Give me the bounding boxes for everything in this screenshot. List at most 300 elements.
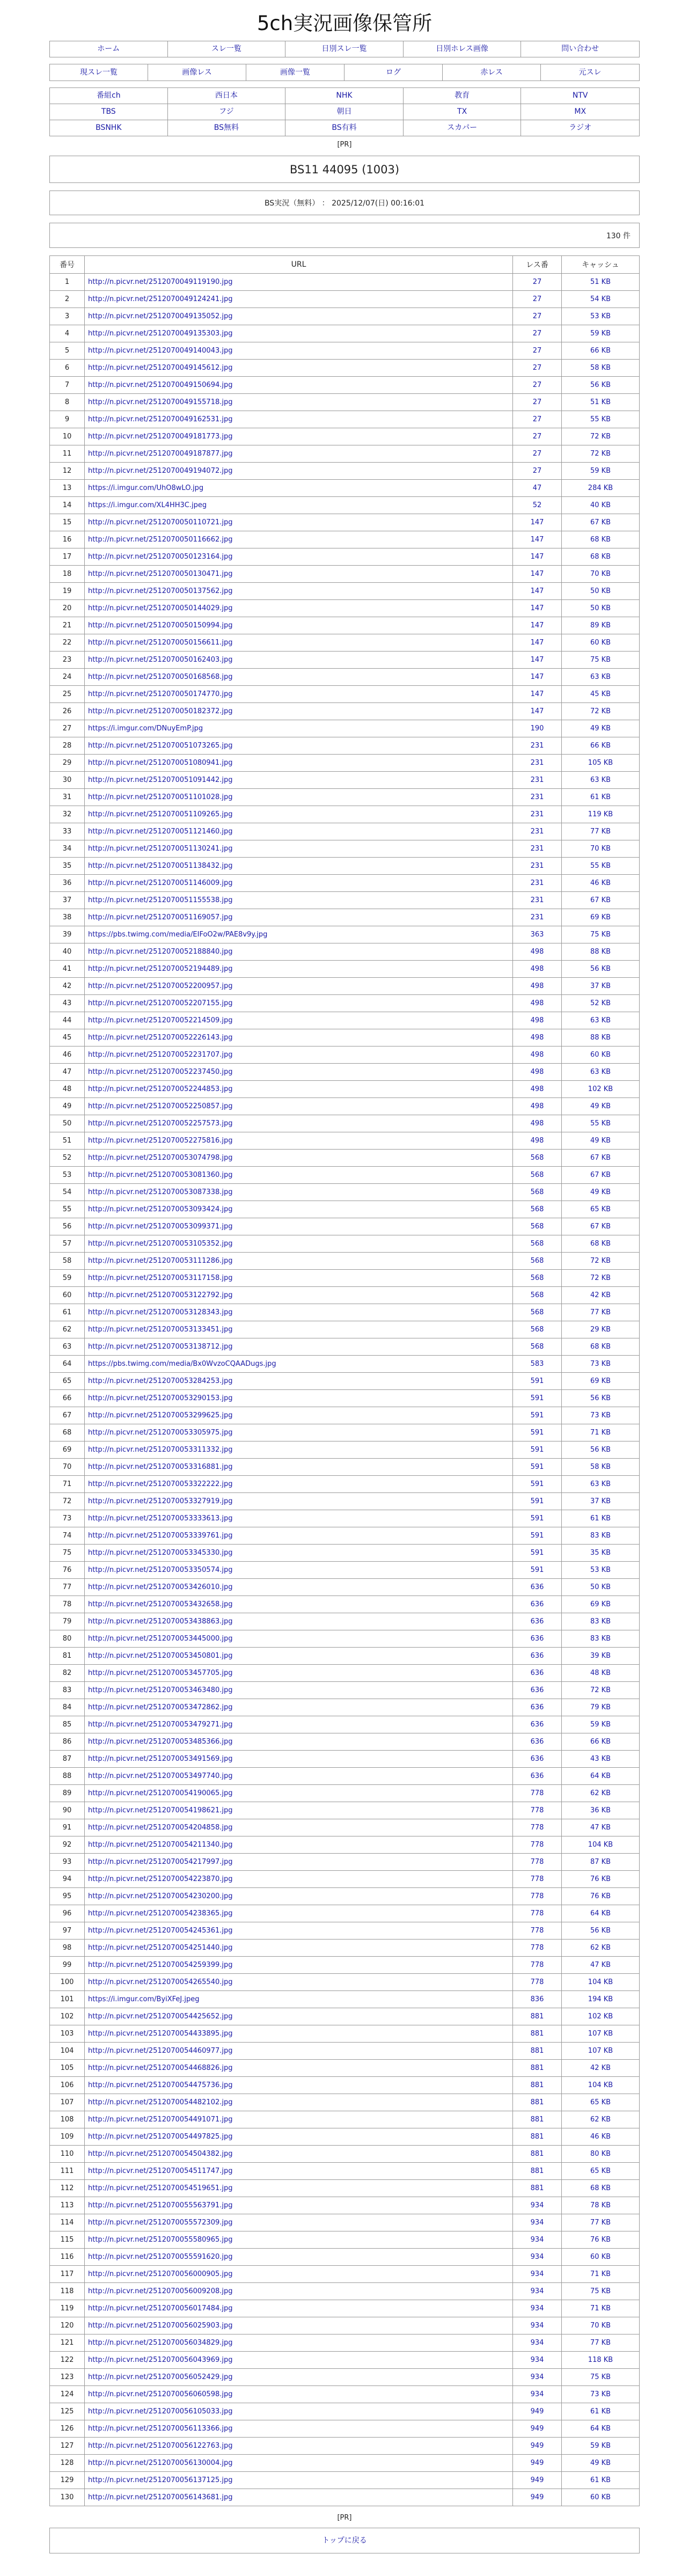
row-url-link[interactable]: http://n.picvr.net/2512070053117158.jpg <box>88 1274 233 1282</box>
row-cache-link[interactable]: 75 KB <box>590 2373 611 2381</box>
row-cache-link[interactable]: 102 KB <box>588 1085 613 1093</box>
row-res-link[interactable]: 498 <box>530 982 544 990</box>
row-res-link[interactable]: 27 <box>532 381 542 389</box>
row-url-link[interactable]: http://n.picvr.net/2512070054468826.jpg <box>88 2064 233 2072</box>
row-res-link[interactable]: 27 <box>532 433 542 441</box>
row-res-link[interactable]: 231 <box>530 759 544 767</box>
nav-image-res-link[interactable]: 画像レス <box>182 68 212 77</box>
row-cache-link[interactable]: 49 KB <box>590 1102 611 1110</box>
row-cache-link[interactable]: 59 KB <box>590 1721 611 1729</box>
row-cache-link[interactable]: 83 KB <box>590 1618 611 1626</box>
row-res-link[interactable]: 934 <box>530 2356 544 2364</box>
row-res-link[interactable]: 147 <box>530 587 544 595</box>
row-cache-link[interactable]: 64 KB <box>590 1772 611 1780</box>
row-url-link[interactable]: http://n.picvr.net/2512070052194489.jpg <box>88 965 233 973</box>
row-cache-link[interactable]: 50 KB <box>590 1583 611 1591</box>
row-cache-link[interactable]: 55 KB <box>590 1119 611 1128</box>
row-url-link[interactable]: http://n.picvr.net/2512070051101028.jpg <box>88 793 233 801</box>
row-cache-link[interactable]: 61 KB <box>590 1514 611 1523</box>
row-res-link[interactable]: 881 <box>530 2064 544 2072</box>
nav-daily-images[interactable] <box>404 41 522 57</box>
row-res-link[interactable]: 147 <box>530 553 544 561</box>
board-link[interactable]: 番組ch <box>97 91 121 100</box>
row-res-link[interactable]: 568 <box>530 1257 544 1265</box>
row-res-link[interactable]: 949 <box>530 2493 544 2501</box>
row-res-link[interactable]: 778 <box>530 1927 544 1935</box>
row-url-link[interactable]: http://n.picvr.net/2512070054504382.jpg <box>88 2150 233 2158</box>
row-url-link[interactable]: http://n.picvr.net/2512070053128343.jpg <box>88 1308 233 1316</box>
row-cache-link[interactable]: 52 KB <box>590 999 611 1007</box>
row-res-link[interactable]: 778 <box>530 1978 544 1986</box>
board-item[interactable] <box>285 120 404 136</box>
row-res-link[interactable]: 231 <box>530 896 544 904</box>
row-res-link[interactable]: 591 <box>530 1514 544 1523</box>
row-url-link[interactable]: http://n.picvr.net/2512070053327919.jpg <box>88 1497 233 1505</box>
nav-image-list-link[interactable]: 画像一覧 <box>280 68 310 77</box>
row-cache-link[interactable]: 53 KB <box>590 1566 611 1574</box>
row-cache-link[interactable]: 79 KB <box>590 1703 611 1711</box>
row-url-link[interactable]: http://n.picvr.net/2512070049135303.jpg <box>88 330 233 338</box>
row-res-link[interactable]: 498 <box>530 1068 544 1076</box>
row-res-link[interactable]: 147 <box>530 690 544 698</box>
row-url-link[interactable]: http://n.picvr.net/2512070053432658.jpg <box>88 1600 233 1608</box>
row-url-link[interactable]: http://n.picvr.net/2512070056143681.jpg <box>88 2493 233 2501</box>
board-link[interactable]: TBS <box>101 107 116 116</box>
row-cache-link[interactable]: 65 KB <box>590 2098 611 2106</box>
row-res-link[interactable]: 636 <box>530 1618 544 1626</box>
row-res-link[interactable]: 881 <box>530 2081 544 2089</box>
row-url-link[interactable]: http://n.picvr.net/2512070053311332.jpg <box>88 1446 233 1454</box>
row-url-link[interactable]: http://n.picvr.net/2512070053284253.jpg <box>88 1377 233 1385</box>
row-res-link[interactable]: 231 <box>530 810 544 818</box>
row-res-link[interactable]: 934 <box>530 2390 544 2398</box>
row-url-link[interactable]: http://n.picvr.net/2512070049150694.jpg <box>88 381 233 389</box>
row-cache-link[interactable]: 77 KB <box>590 2219 611 2227</box>
row-url-link[interactable]: http://n.picvr.net/2512070050110721.jpg <box>88 518 233 526</box>
row-url-link[interactable]: http://n.picvr.net/2512070053463480.jpg <box>88 1686 233 1694</box>
row-url-link[interactable]: http://n.picvr.net/2512070052237450.jpg <box>88 1068 233 1076</box>
row-res-link[interactable]: 636 <box>530 1652 544 1660</box>
row-res-link[interactable]: 591 <box>530 1549 544 1557</box>
row-url-link[interactable]: http://n.picvr.net/2512070050150994.jpg <box>88 621 233 630</box>
row-url-link[interactable]: http://n.picvr.net/2512070054482102.jpg <box>88 2098 233 2106</box>
row-res-link[interactable]: 27 <box>532 347 542 355</box>
row-url-link[interactable]: http://n.picvr.net/2512070055563791.jpg <box>88 2201 233 2209</box>
nav-contact-link[interactable]: 問い合わせ <box>561 45 599 53</box>
board-item[interactable] <box>521 120 639 136</box>
row-res-link[interactable]: 934 <box>530 2373 544 2381</box>
board-item[interactable] <box>168 120 286 136</box>
row-url-link[interactable]: http://n.picvr.net/2512070053122792.jpg <box>88 1291 233 1299</box>
row-cache-link[interactable]: 87 KB <box>590 1858 611 1866</box>
row-url-link[interactable]: http://n.picvr.net/2512070054238365.jpg <box>88 1909 233 1918</box>
row-url-link[interactable]: http://n.picvr.net/2512070054425652.jpg <box>88 2012 233 2021</box>
board-link[interactable]: NHK <box>336 91 353 100</box>
row-url-link[interactable]: http://n.picvr.net/2512070049135052.jpg <box>88 312 233 320</box>
row-cache-link[interactable]: 105 KB <box>588 759 613 767</box>
row-cache-link[interactable]: 77 KB <box>590 2339 611 2347</box>
row-url-link[interactable]: http://n.picvr.net/2512070054190065.jpg <box>88 1789 233 1797</box>
row-cache-link[interactable]: 107 KB <box>588 2047 613 2055</box>
row-url-link[interactable]: http://n.picvr.net/2512070050137562.jpg <box>88 587 233 595</box>
row-cache-link[interactable]: 80 KB <box>590 2150 611 2158</box>
board-link[interactable]: BS有料 <box>332 123 357 132</box>
row-cache-link[interactable]: 62 KB <box>590 1789 611 1797</box>
row-url-link[interactable]: http://n.picvr.net/2512070051138432.jpg <box>88 862 233 870</box>
row-cache-link[interactable]: 46 KB <box>590 2133 611 2141</box>
row-url-link[interactable]: http://n.picvr.net/2512070050130471.jpg <box>88 570 233 578</box>
row-url-link[interactable]: http://n.picvr.net/2512070056043969.jpg <box>88 2356 233 2364</box>
row-url-link[interactable]: http://n.picvr.net/2512070053472862.jpg <box>88 1703 233 1711</box>
board-item[interactable] <box>285 88 404 104</box>
row-res-link[interactable]: 231 <box>530 879 544 887</box>
row-url-link[interactable]: http://n.picvr.net/2512070054460977.jpg <box>88 2047 233 2055</box>
row-cache-link[interactable]: 68 KB <box>590 553 611 561</box>
row-url-link[interactable]: http://n.picvr.net/2512070052226143.jpg <box>88 1034 233 1042</box>
row-url-link[interactable]: http://n.picvr.net/2512070056137125.jpg <box>88 2476 233 2484</box>
row-res-link[interactable]: 231 <box>530 793 544 801</box>
row-res-link[interactable]: 778 <box>530 1824 544 1832</box>
board-item[interactable] <box>50 88 168 104</box>
row-res-link[interactable]: 949 <box>530 2476 544 2484</box>
row-url-link[interactable]: http://n.picvr.net/2512070053450801.jpg <box>88 1652 233 1660</box>
row-cache-link[interactable]: 56 KB <box>590 965 611 973</box>
row-res-link[interactable]: 949 <box>530 2442 544 2450</box>
row-url-link[interactable]: http://n.picvr.net/2512070056034829.jpg <box>88 2339 233 2347</box>
row-res-link[interactable]: 636 <box>530 1738 544 1746</box>
row-res-link[interactable]: 231 <box>530 828 544 836</box>
row-cache-link[interactable]: 49 KB <box>590 724 611 733</box>
board-link[interactable]: BSNHK <box>96 123 122 132</box>
row-cache-link[interactable]: 59 KB <box>590 2442 611 2450</box>
row-cache-link[interactable]: 56 KB <box>590 381 611 389</box>
row-cache-link[interactable]: 42 KB <box>590 2064 611 2072</box>
board-item[interactable] <box>285 104 404 120</box>
row-url-link[interactable]: http://n.picvr.net/2512070056017484.jpg <box>88 2304 233 2312</box>
row-url-link[interactable]: http://n.picvr.net/2512070053345330.jpg <box>88 1549 233 1557</box>
row-url-link[interactable]: http://n.picvr.net/2512070050182372.jpg <box>88 707 233 715</box>
row-cache-link[interactable]: 72 KB <box>590 433 611 441</box>
row-cache-link[interactable]: 68 KB <box>590 536 611 544</box>
row-res-link[interactable]: 498 <box>530 1085 544 1093</box>
row-url-link[interactable]: https://i.imgur.com/ByiXFeJ.jpeg <box>88 1995 200 2003</box>
row-url-link[interactable]: http://n.picvr.net/2512070051091442.jpg <box>88 776 233 784</box>
row-cache-link[interactable]: 104 KB <box>588 1978 613 1986</box>
row-res-link[interactable]: 498 <box>530 1016 544 1024</box>
row-url-link[interactable]: http://n.picvr.net/2512070056052429.jpg <box>88 2373 233 2381</box>
row-cache-link[interactable]: 72 KB <box>590 450 611 458</box>
nav-current-threads[interactable] <box>50 64 148 81</box>
row-cache-link[interactable]: 62 KB <box>590 1944 611 1952</box>
row-cache-link[interactable]: 72 KB <box>590 1274 611 1282</box>
nav-thread-list[interactable] <box>168 41 286 57</box>
row-cache-link[interactable]: 55 KB <box>590 415 611 423</box>
row-url-link[interactable]: http://n.picvr.net/2512070056105033.jpg <box>88 2407 233 2416</box>
row-url-link[interactable]: http://n.picvr.net/2512070050162403.jpg <box>88 656 233 664</box>
row-res-link[interactable]: 591 <box>530 1429 544 1437</box>
row-url-link[interactable]: http://n.picvr.net/2512070055572309.jpg <box>88 2219 233 2227</box>
nav-daily-images-link[interactable]: 日別ホレス画像 <box>436 45 488 53</box>
row-res-link[interactable]: 27 <box>532 364 542 372</box>
row-url-link[interactable]: http://n.picvr.net/2512070053350574.jpg <box>88 1566 233 1574</box>
row-cache-link[interactable]: 68 KB <box>590 1343 611 1351</box>
row-cache-link[interactable]: 29 KB <box>590 1326 611 1334</box>
row-url-link[interactable]: http://n.picvr.net/2512070051073265.jpg <box>88 742 233 750</box>
row-cache-link[interactable]: 61 KB <box>590 2476 611 2484</box>
row-res-link[interactable]: 934 <box>530 2236 544 2244</box>
nav-red-res[interactable] <box>443 64 541 81</box>
board-link[interactable]: ラジオ <box>569 123 592 132</box>
row-res-link[interactable]: 498 <box>530 1137 544 1145</box>
nav-image-list[interactable] <box>246 64 344 81</box>
row-res-link[interactable]: 934 <box>530 2322 544 2330</box>
row-res-link[interactable]: 231 <box>530 845 544 853</box>
row-cache-link[interactable]: 49 KB <box>590 1188 611 1196</box>
row-url-link[interactable]: https://i.imgur.com/UhO8wLO.jpg <box>88 484 204 492</box>
row-res-link[interactable]: 836 <box>530 1995 544 2003</box>
row-cache-link[interactable]: 47 KB <box>590 1824 611 1832</box>
row-url-link[interactable]: http://n.picvr.net/2512070053093424.jpg <box>88 1205 233 1213</box>
row-url-link[interactable]: http://n.picvr.net/2512070053339761.jpg <box>88 1532 233 1540</box>
row-cache-link[interactable]: 70 KB <box>590 570 611 578</box>
row-cache-link[interactable]: 73 KB <box>590 1360 611 1368</box>
row-url-link[interactable]: http://n.picvr.net/2512070053305975.jpg <box>88 1429 233 1437</box>
row-cache-link[interactable]: 43 KB <box>590 1755 611 1763</box>
row-res-link[interactable]: 568 <box>530 1171 544 1179</box>
row-res-link[interactable]: 934 <box>530 2287 544 2295</box>
row-url-link[interactable]: http://n.picvr.net/2512070052257573.jpg <box>88 1119 233 1128</box>
row-cache-link[interactable]: 60 KB <box>590 639 611 647</box>
row-url-link[interactable]: http://n.picvr.net/2512070054475736.jpg <box>88 2081 233 2089</box>
row-cache-link[interactable]: 63 KB <box>590 1016 611 1024</box>
row-res-link[interactable]: 881 <box>530 2184 544 2192</box>
row-res-link[interactable]: 778 <box>530 1858 544 1866</box>
row-cache-link[interactable]: 89 KB <box>590 621 611 630</box>
row-url-link[interactable]: http://n.picvr.net/2512070053485366.jpg <box>88 1738 233 1746</box>
row-res-link[interactable]: 591 <box>530 1566 544 1574</box>
board-item[interactable] <box>50 104 168 120</box>
row-cache-link[interactable]: 59 KB <box>590 467 611 475</box>
row-url-link[interactable]: http://n.picvr.net/2512070054511747.jpg <box>88 2167 233 2175</box>
row-res-link[interactable]: 568 <box>530 1240 544 1248</box>
row-res-link[interactable]: 934 <box>530 2304 544 2312</box>
row-url-link[interactable]: http://n.picvr.net/2512070054211340.jpg <box>88 1841 233 1849</box>
row-cache-link[interactable]: 51 KB <box>590 398 611 406</box>
row-res-link[interactable]: 778 <box>530 1806 544 1814</box>
row-cache-link[interactable]: 70 KB <box>590 845 611 853</box>
nav-log-link[interactable]: ログ <box>386 68 401 77</box>
row-res-link[interactable]: 27 <box>532 295 542 303</box>
nav-original-thread[interactable] <box>541 64 639 81</box>
row-res-link[interactable]: 881 <box>530 2030 544 2038</box>
row-res-link[interactable]: 591 <box>530 1411 544 1419</box>
row-res-link[interactable]: 568 <box>530 1223 544 1231</box>
row-cache-link[interactable]: 67 KB <box>590 1154 611 1162</box>
row-url-link[interactable]: http://n.picvr.net/2512070049124241.jpg <box>88 295 233 303</box>
row-res-link[interactable]: 949 <box>530 2407 544 2416</box>
row-url-link[interactable]: http://n.picvr.net/2512070054217997.jpg <box>88 1858 233 1866</box>
row-url-link[interactable]: http://n.picvr.net/2512070053081360.jpg <box>88 1171 233 1179</box>
row-cache-link[interactable]: 83 KB <box>590 1635 611 1643</box>
row-res-link[interactable]: 52 <box>532 501 542 509</box>
row-res-link[interactable]: 778 <box>530 1841 544 1849</box>
row-res-link[interactable]: 147 <box>530 656 544 664</box>
row-cache-link[interactable]: 69 KB <box>590 1377 611 1385</box>
row-res-link[interactable]: 934 <box>530 2253 544 2261</box>
row-res-link[interactable]: 147 <box>530 518 544 526</box>
row-url-link[interactable]: http://n.picvr.net/2512070053087338.jpg <box>88 1188 233 1196</box>
row-res-link[interactable]: 27 <box>532 312 542 320</box>
row-cache-link[interactable]: 35 KB <box>590 1549 611 1557</box>
row-cache-link[interactable]: 76 KB <box>590 1875 611 1883</box>
row-res-link[interactable]: 636 <box>530 1721 544 1729</box>
row-res-link[interactable]: 498 <box>530 965 544 973</box>
row-cache-link[interactable]: 50 KB <box>590 587 611 595</box>
row-cache-link[interactable]: 64 KB <box>590 1909 611 1918</box>
row-url-link[interactable]: http://n.picvr.net/2512070054491071.jpg <box>88 2116 233 2124</box>
row-url-link[interactable]: http://n.picvr.net/2512070049155718.jpg <box>88 398 233 406</box>
row-res-link[interactable]: 498 <box>530 1034 544 1042</box>
row-cache-link[interactable]: 69 KB <box>590 913 611 921</box>
row-url-link[interactable]: http://n.picvr.net/2512070053426010.jpg <box>88 1583 233 1591</box>
row-cache-link[interactable]: 118 KB <box>588 2356 613 2364</box>
row-cache-link[interactable]: 63 KB <box>590 673 611 681</box>
row-url-link[interactable]: http://n.picvr.net/2512070051109265.jpg <box>88 810 233 818</box>
row-url-link[interactable]: https://pbs.twimg.com/media/Bx0WvzoCQAADugs.jpg <box>88 1360 276 1368</box>
row-cache-link[interactable]: 88 KB <box>590 1034 611 1042</box>
row-res-link[interactable]: 27 <box>532 467 542 475</box>
row-res-link[interactable]: 498 <box>530 948 544 956</box>
row-cache-link[interactable]: 107 KB <box>588 2030 613 2038</box>
row-url-link[interactable]: http://n.picvr.net/2512070053322222.jpg <box>88 1480 233 1488</box>
row-res-link[interactable]: 591 <box>530 1497 544 1505</box>
row-cache-link[interactable]: 61 KB <box>590 2407 611 2416</box>
row-url-link[interactable]: http://n.picvr.net/2512070053074798.jpg <box>88 1154 233 1162</box>
row-url-link[interactable]: http://n.picvr.net/2512070053290153.jpg <box>88 1394 233 1402</box>
row-res-link[interactable]: 934 <box>530 2270 544 2278</box>
nav-red-res-link[interactable]: 赤レス <box>480 68 503 77</box>
row-res-link[interactable]: 231 <box>530 776 544 784</box>
row-cache-link[interactable]: 49 KB <box>590 1137 611 1145</box>
row-cache-link[interactable]: 75 KB <box>590 2287 611 2295</box>
row-res-link[interactable]: 636 <box>530 1583 544 1591</box>
row-cache-link[interactable]: 65 KB <box>590 2167 611 2175</box>
row-res-link[interactable]: 568 <box>530 1326 544 1334</box>
row-cache-link[interactable]: 39 KB <box>590 1652 611 1660</box>
row-res-link[interactable]: 636 <box>530 1686 544 1694</box>
nav-home[interactable] <box>50 41 168 57</box>
row-url-link[interactable]: http://n.picvr.net/2512070051080941.jpg <box>88 759 233 767</box>
row-cache-link[interactable]: 45 KB <box>590 690 611 698</box>
board-item[interactable] <box>521 104 639 120</box>
row-cache-link[interactable]: 50 KB <box>590 604 611 612</box>
row-url-link[interactable]: http://n.picvr.net/2512070051169057.jpg <box>88 913 233 921</box>
row-url-link[interactable]: http://n.picvr.net/2512070054198621.jpg <box>88 1806 233 1814</box>
row-url-link[interactable]: http://n.picvr.net/2512070053479271.jpg <box>88 1721 233 1729</box>
row-cache-link[interactable]: 60 KB <box>590 1051 611 1059</box>
row-cache-link[interactable]: 76 KB <box>590 2236 611 2244</box>
row-cache-link[interactable]: 78 KB <box>590 2201 611 2209</box>
row-url-link[interactable]: http://n.picvr.net/2512070053333613.jpg <box>88 1514 233 1523</box>
row-cache-link[interactable]: 75 KB <box>590 656 611 664</box>
row-res-link[interactable]: 778 <box>530 1961 544 1969</box>
row-res-link[interactable]: 949 <box>530 2459 544 2467</box>
row-res-link[interactable]: 636 <box>530 1772 544 1780</box>
row-url-link[interactable]: http://n.picvr.net/2512070053438863.jpg <box>88 1618 233 1626</box>
row-res-link[interactable]: 636 <box>530 1635 544 1643</box>
row-res-link[interactable]: 881 <box>530 2012 544 2021</box>
row-url-link[interactable]: http://n.picvr.net/2512070053099371.jpg <box>88 1223 233 1231</box>
row-res-link[interactable]: 591 <box>530 1377 544 1385</box>
board-link[interactable]: 西日本 <box>215 91 238 100</box>
row-cache-link[interactable]: 102 KB <box>588 2012 613 2021</box>
row-res-link[interactable]: 147 <box>530 536 544 544</box>
row-url-link[interactable]: http://n.picvr.net/2512070054497825.jpg <box>88 2133 233 2141</box>
nav-image-res[interactable] <box>148 64 246 81</box>
row-res-link[interactable]: 881 <box>530 2150 544 2158</box>
row-cache-link[interactable]: 69 KB <box>590 1600 611 1608</box>
row-url-link[interactable]: http://n.picvr.net/2512070049187877.jpg <box>88 450 233 458</box>
row-url-link[interactable]: http://n.picvr.net/2512070054245361.jpg <box>88 1927 233 1935</box>
row-res-link[interactable]: 778 <box>530 1789 544 1797</box>
row-cache-link[interactable]: 72 KB <box>590 1686 611 1694</box>
board-link[interactable]: TX <box>457 107 467 116</box>
row-url-link[interactable]: http://n.picvr.net/2512070049181773.jpg <box>88 433 233 441</box>
row-url-link[interactable]: http://n.picvr.net/2512070054230200.jpg <box>88 1892 233 1900</box>
row-cache-link[interactable]: 63 KB <box>590 1480 611 1488</box>
row-url-link[interactable]: http://n.picvr.net/2512070053316881.jpg <box>88 1463 233 1471</box>
row-res-link[interactable]: 934 <box>530 2201 544 2209</box>
row-cache-link[interactable]: 37 KB <box>590 1497 611 1505</box>
row-cache-link[interactable]: 61 KB <box>590 793 611 801</box>
row-res-link[interactable]: 778 <box>530 1892 544 1900</box>
row-url-link[interactable]: http://n.picvr.net/2512070049140043.jpg <box>88 347 233 355</box>
row-cache-link[interactable]: 66 KB <box>590 742 611 750</box>
board-item[interactable] <box>168 104 286 120</box>
row-cache-link[interactable]: 55 KB <box>590 862 611 870</box>
row-res-link[interactable]: 591 <box>530 1394 544 1402</box>
row-res-link[interactable]: 147 <box>530 604 544 612</box>
row-url-link[interactable]: http://n.picvr.net/2512070053105352.jpg <box>88 1240 233 1248</box>
row-res-link[interactable]: 231 <box>530 862 544 870</box>
board-item[interactable] <box>404 104 522 120</box>
row-cache-link[interactable]: 119 KB <box>588 810 613 818</box>
row-url-link[interactable]: http://n.picvr.net/2512070054265540.jpg <box>88 1978 233 1986</box>
row-res-link[interactable]: 881 <box>530 2167 544 2175</box>
row-cache-link[interactable]: 77 KB <box>590 828 611 836</box>
nav-original-thread-link[interactable]: 元スレ <box>578 68 602 77</box>
board-link[interactable]: 教育 <box>455 91 470 100</box>
row-res-link[interactable]: 568 <box>530 1291 544 1299</box>
row-res-link[interactable]: 778 <box>530 1944 544 1952</box>
row-cache-link[interactable]: 62 KB <box>590 2116 611 2124</box>
row-cache-link[interactable]: 76 KB <box>590 1892 611 1900</box>
row-cache-link[interactable]: 68 KB <box>590 2184 611 2192</box>
row-res-link[interactable]: 568 <box>530 1205 544 1213</box>
row-cache-link[interactable]: 59 KB <box>590 330 611 338</box>
nav-current-threads-link[interactable]: 現スレ一覧 <box>80 68 118 77</box>
row-url-link[interactable]: http://n.picvr.net/2512070052275816.jpg <box>88 1137 233 1145</box>
row-url-link[interactable]: http://n.picvr.net/2512070052231707.jpg <box>88 1051 233 1059</box>
row-cache-link[interactable]: 66 KB <box>590 1738 611 1746</box>
row-res-link[interactable]: 568 <box>530 1274 544 1282</box>
row-url-link[interactable]: http://n.picvr.net/2512070052244853.jpg <box>88 1085 233 1093</box>
row-url-link[interactable]: http://n.picvr.net/2512070056122763.jpg <box>88 2442 233 2450</box>
row-cache-link[interactable]: 73 KB <box>590 2390 611 2398</box>
row-res-link[interactable]: 881 <box>530 2133 544 2141</box>
board-link[interactable]: NTV <box>572 91 588 100</box>
row-url-link[interactable]: http://n.picvr.net/2512070050144029.jpg <box>88 604 233 612</box>
